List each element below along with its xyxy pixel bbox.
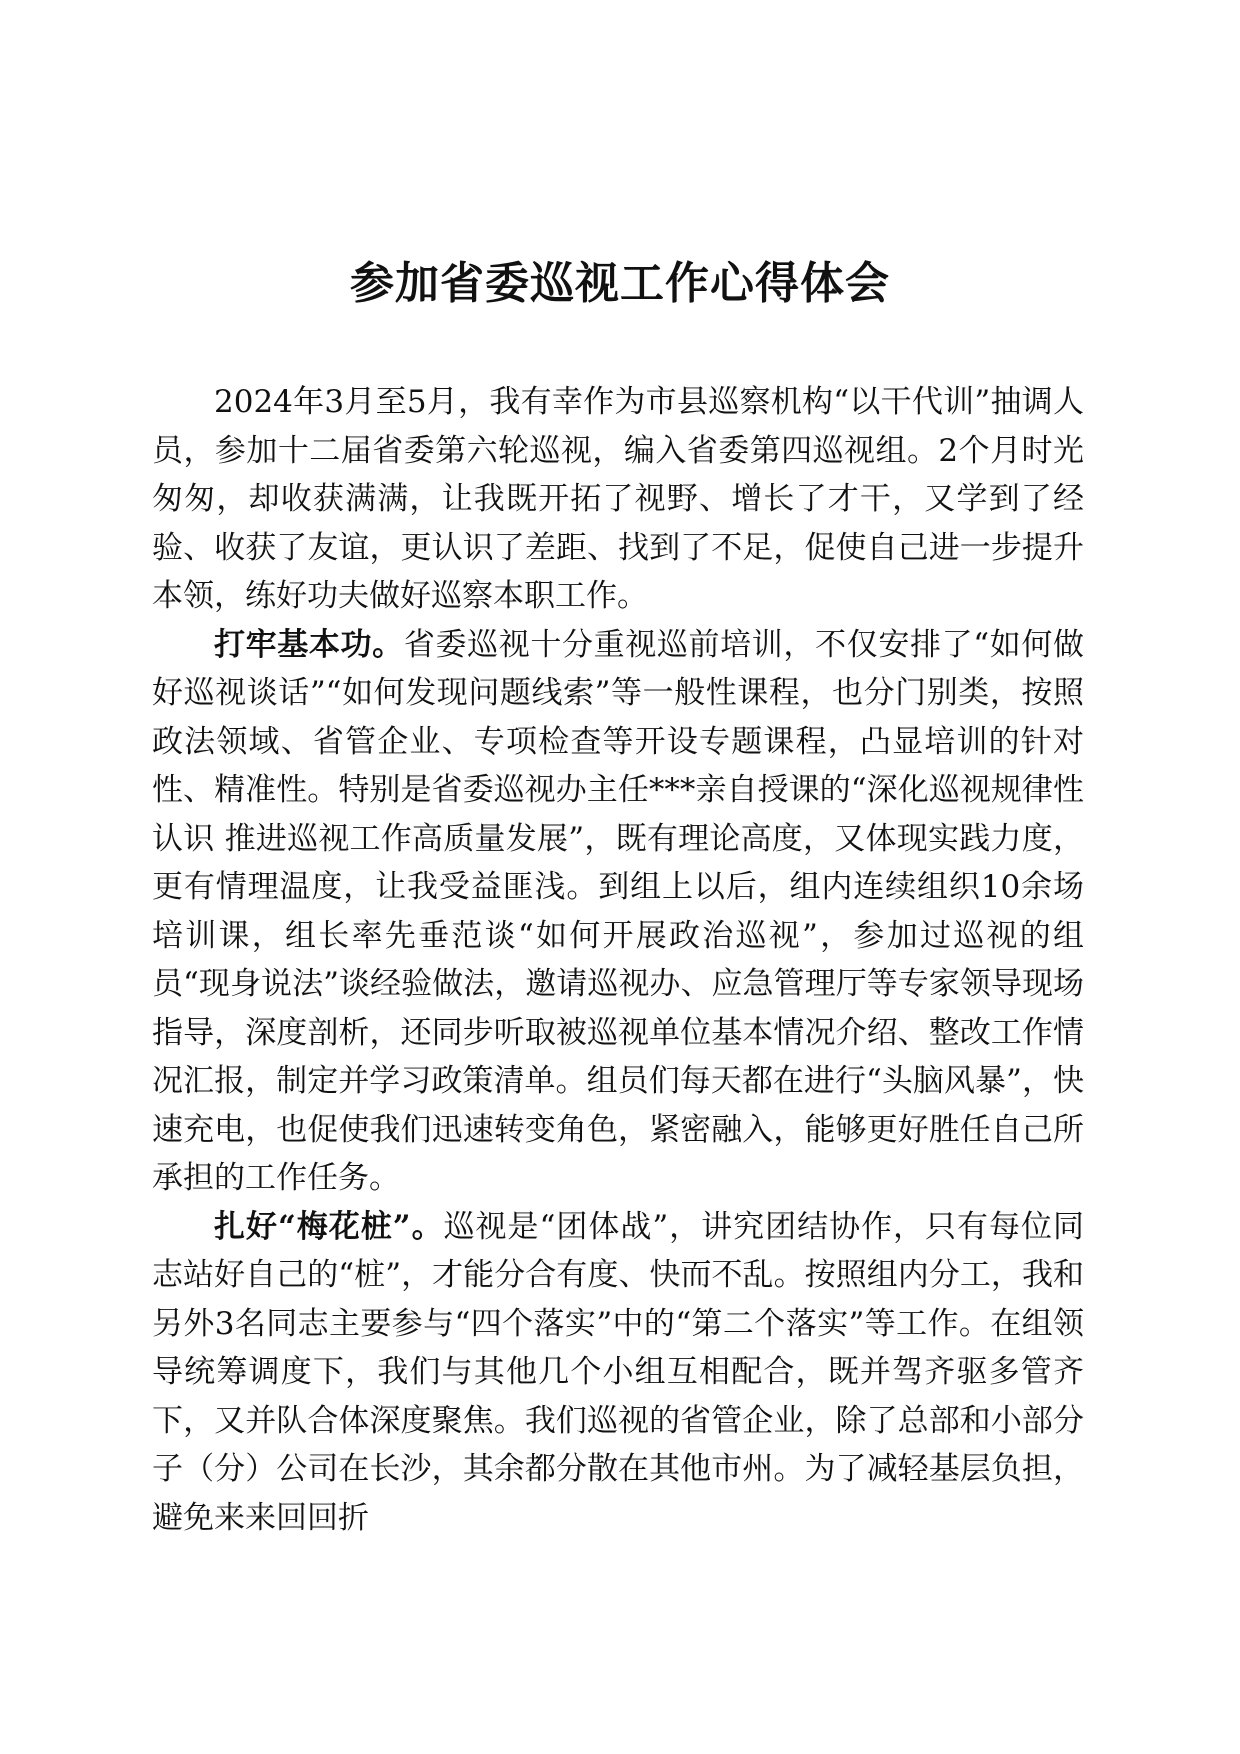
paragraph-text: 省委巡视十分重视巡前培训，不仅安排了“如何做好巡视谈话”“如何发现问题线索”等一般性课程，也分门别类，按照政法领域、省管企业、专项检查等开设专题课程，凸显培训的针对性、精准性。特别是省委巡视办主任***亲自授课的“深化巡视规律性认识 推进巡视工作高质量发展”，既有理论高度，又体现实践力度，更有情理温度，让我受益匪浅。到组上以后，组内连续组织10余场培训课，组长率先垂范谈“如何开展政治巡视”，参加过巡视的组员“现身说法”谈经验做法，邀请巡视办、应急管理厅等专家领导现场指导，深度剖析，还同步听取被巡视单位基本情况介绍、整改工作情况汇报，制定并学习政策清单。组员们每天都在进行“头脑风暴”，快速充电，也促使我们迅速转变角色，紧密融入，能够更好胜任自己所承担的工作任务。 — [152, 626, 1084, 1196]
paragraph-plum-blossom-piles — [152, 1203, 1084, 1543]
paragraph-intro — [152, 378, 1084, 621]
document-title: 参加省委巡视工作心得体会 — [350, 258, 890, 309]
paragraph-text: 巡视是“团体战”，讲究团结协作，只有每位同志站好自己的“桩”，才能分合有度、快而不乱。按照组内分工，我和另外3名同志主要参与“四个落实”中的“第二个落实”等工作。在组领导统筹调度下，我们与其他几个小组互相配合，既并驾齐驱多管齐下，又并队合体深度聚焦。我们巡视的省管企业，除了总部和小部分子（分）公司在长沙，其余都分散在其他市州。为了减轻基层负担，避免来来回回折 — [152, 1208, 1084, 1536]
document-body — [152, 378, 1084, 1542]
paragraph-basic-skills — [152, 621, 1084, 1203]
paragraph-lead: 打牢基本功。 — [214, 626, 404, 663]
paragraph-lead: 扎好“梅花桩”。 — [214, 1208, 444, 1245]
paragraph-text: 2024年3月至5月，我有幸作为市县巡察机构“以干代训”抽调人员，参加十二届省委第六轮巡视，编入省委第四巡视组。2个月时光匆匆，却收获满满，让我既开拓了视野、增长了才干，又学到了经验、收获了友谊，更认识了差距、找到了不足，促使自己进一步提升本领，练好功夫做好巡察本职工作。 — [152, 384, 1084, 614]
